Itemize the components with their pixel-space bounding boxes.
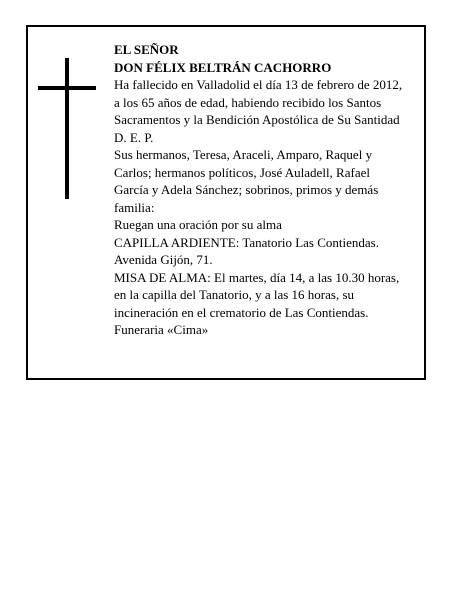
chapel-line-1: CAPILLA ARDIENTE: Tanatorio Las Contiendas. bbox=[114, 234, 379, 250]
death-line-2: a los 65 años de edad, habiendo recibido los Santos bbox=[114, 94, 382, 110]
mass-line-2: en la capilla del Tanatorio, y a las 16 horas, su bbox=[114, 287, 354, 302]
cross-icon bbox=[38, 58, 96, 199]
cross-horizontal-bar bbox=[38, 86, 96, 90]
death-line-3: Sacramentos y la Bendición Apostólica de Su Santidad bbox=[114, 112, 400, 127]
mass-line-3: incineración en el crematorio de Las Contiendas. bbox=[114, 304, 369, 320]
obituary-notice bbox=[26, 25, 426, 380]
prayer-line: Ruegan una oración por su alma bbox=[114, 217, 282, 232]
chapel-line-2: Avenida Gijón, 71. bbox=[114, 252, 213, 267]
cross-vertical-bar bbox=[65, 58, 69, 199]
deceased-name: DON FÉLIX BELTRÁN CACHORRO bbox=[114, 59, 332, 75]
death-line-1: Ha fallecido en Valladolid el día 13 de febrero de 2012, bbox=[114, 77, 403, 92]
notice-text bbox=[114, 41, 424, 339]
family-line-4: familia: bbox=[114, 199, 155, 215]
family-line-1: Sus hermanos, Teresa, Araceli, Amparo, Raquel y bbox=[114, 147, 373, 162]
family-line-3: García y Adela Sánchez; sobrinos, primos y demás bbox=[114, 182, 379, 197]
death-line-4: D. E. P. bbox=[114, 129, 154, 145]
notice-heading: EL SEÑOR bbox=[114, 42, 179, 57]
funeral-home: Funeraria «Cima» bbox=[114, 322, 209, 337]
family-line-2: Carlos; hermanos políticos, José Auladell, Rafael bbox=[114, 164, 370, 180]
mass-line-1: MISA DE ALMA: El martes, día 14, a las 10.30 horas, bbox=[114, 269, 400, 285]
